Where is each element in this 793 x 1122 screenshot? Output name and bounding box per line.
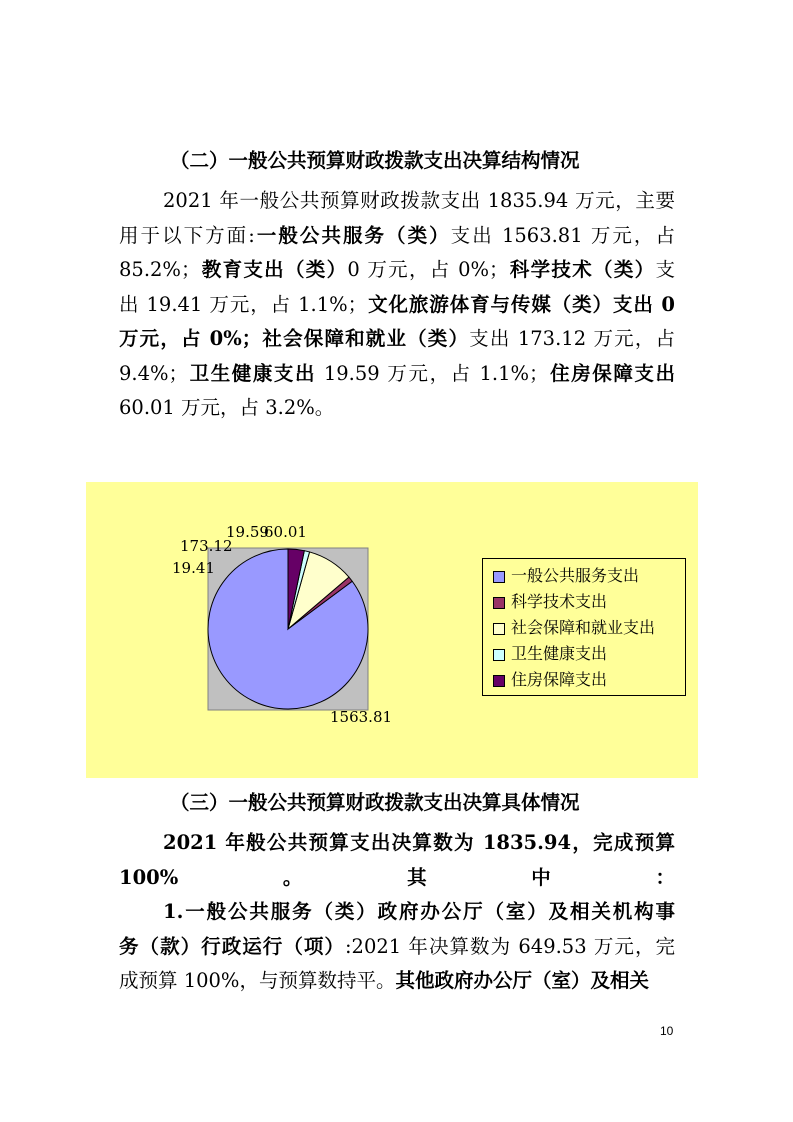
text-run: 2021 年一般公共预算财政拨款支出 1835.94 万元，主要 [163,189,675,212]
paragraph-line [119,930,675,965]
text-run: 一般公共服务（类） [254,223,451,247]
paragraph-line [119,895,675,930]
text-run: 用于以下方面: [119,223,255,247]
paragraph-line [119,964,675,999]
text-run: 支 [655,258,675,281]
legend-item-0 [483,563,685,589]
legend-swatch [493,571,505,583]
legend-item-1 [483,589,685,615]
section2-title: （二）一般公共预算财政拨款支出决算结构情况 [170,149,580,172]
legend-swatch [493,597,505,609]
legend-label: 一般公共服务支出 [511,566,640,585]
text-run: 卫生健康支出 [188,361,317,385]
text-run: 成预算 100%，与预算数持平。 [119,969,396,992]
text-run: 支出 173.12 万元，占 [469,327,675,350]
legend-swatch [493,649,505,661]
text-run: 文化旅游体育与传媒（类）支出 0 [367,292,675,316]
chart-legend [482,558,686,696]
text-run: 科学技术（类） [508,258,656,281]
data-label-4: 60.01 [264,523,307,541]
text-run: 9.4%； [119,361,189,385]
data-label-1: 19.41 [172,559,215,577]
paragraph-line [119,826,675,861]
legend-label: 住房保障支出 [511,670,608,689]
paragraph-line [119,861,675,896]
legend-item-3 [483,641,685,667]
text-run: 出 19.41 万元，占 1.1%； [119,292,368,316]
text-run: 住房保障支出 [548,361,675,385]
text-run: 0 万元，占 0%； [347,258,509,281]
section3-body [119,826,675,999]
text-run: 支出 1563.81 万元，占 [450,223,675,247]
text-run: 85.2%； [119,258,201,281]
text-run: :2021 年决算数为 649.53 万元，完 [344,934,675,958]
data-label-0: 1563.81 [330,708,393,726]
legend-item-2 [483,615,685,641]
page-number: 10 [660,1024,674,1038]
legend-label: 卫生健康支出 [511,644,608,663]
text-run: 1.一般公共服务（类）政府办公厅（室）及相关机构事 [163,900,675,923]
text-run: 19.59 万元，占 1.1%； [316,361,549,385]
legend-label: 科学技术支出 [511,592,608,611]
legend-label: 社会保障和就业支出 [511,618,656,637]
legend-swatch [493,675,505,687]
text-run: 2021 年般公共预算支出决算数为 1835.94，完成预算 [163,831,675,854]
text-run: 60.01 万元，占 3.2%。 [119,396,335,419]
data-label-2: 173.12 [180,537,233,555]
text-run: 其他政府办公厅（室）及相关 [395,969,649,992]
text-run: 100%。其中： [119,865,675,889]
legend-item-4 [483,667,685,693]
data-label-3: 19.59 [226,523,269,541]
text-run: 教育支出（类） [200,258,348,281]
section3-title: （三）一般公共预算财政拨款支出决算具体情况 [170,791,580,814]
text-run: 务（款）行政运行（项） [119,934,345,958]
legend-swatch [493,623,505,635]
text-run: 万元，占 0%；社会保障和就业（类） [119,327,470,350]
